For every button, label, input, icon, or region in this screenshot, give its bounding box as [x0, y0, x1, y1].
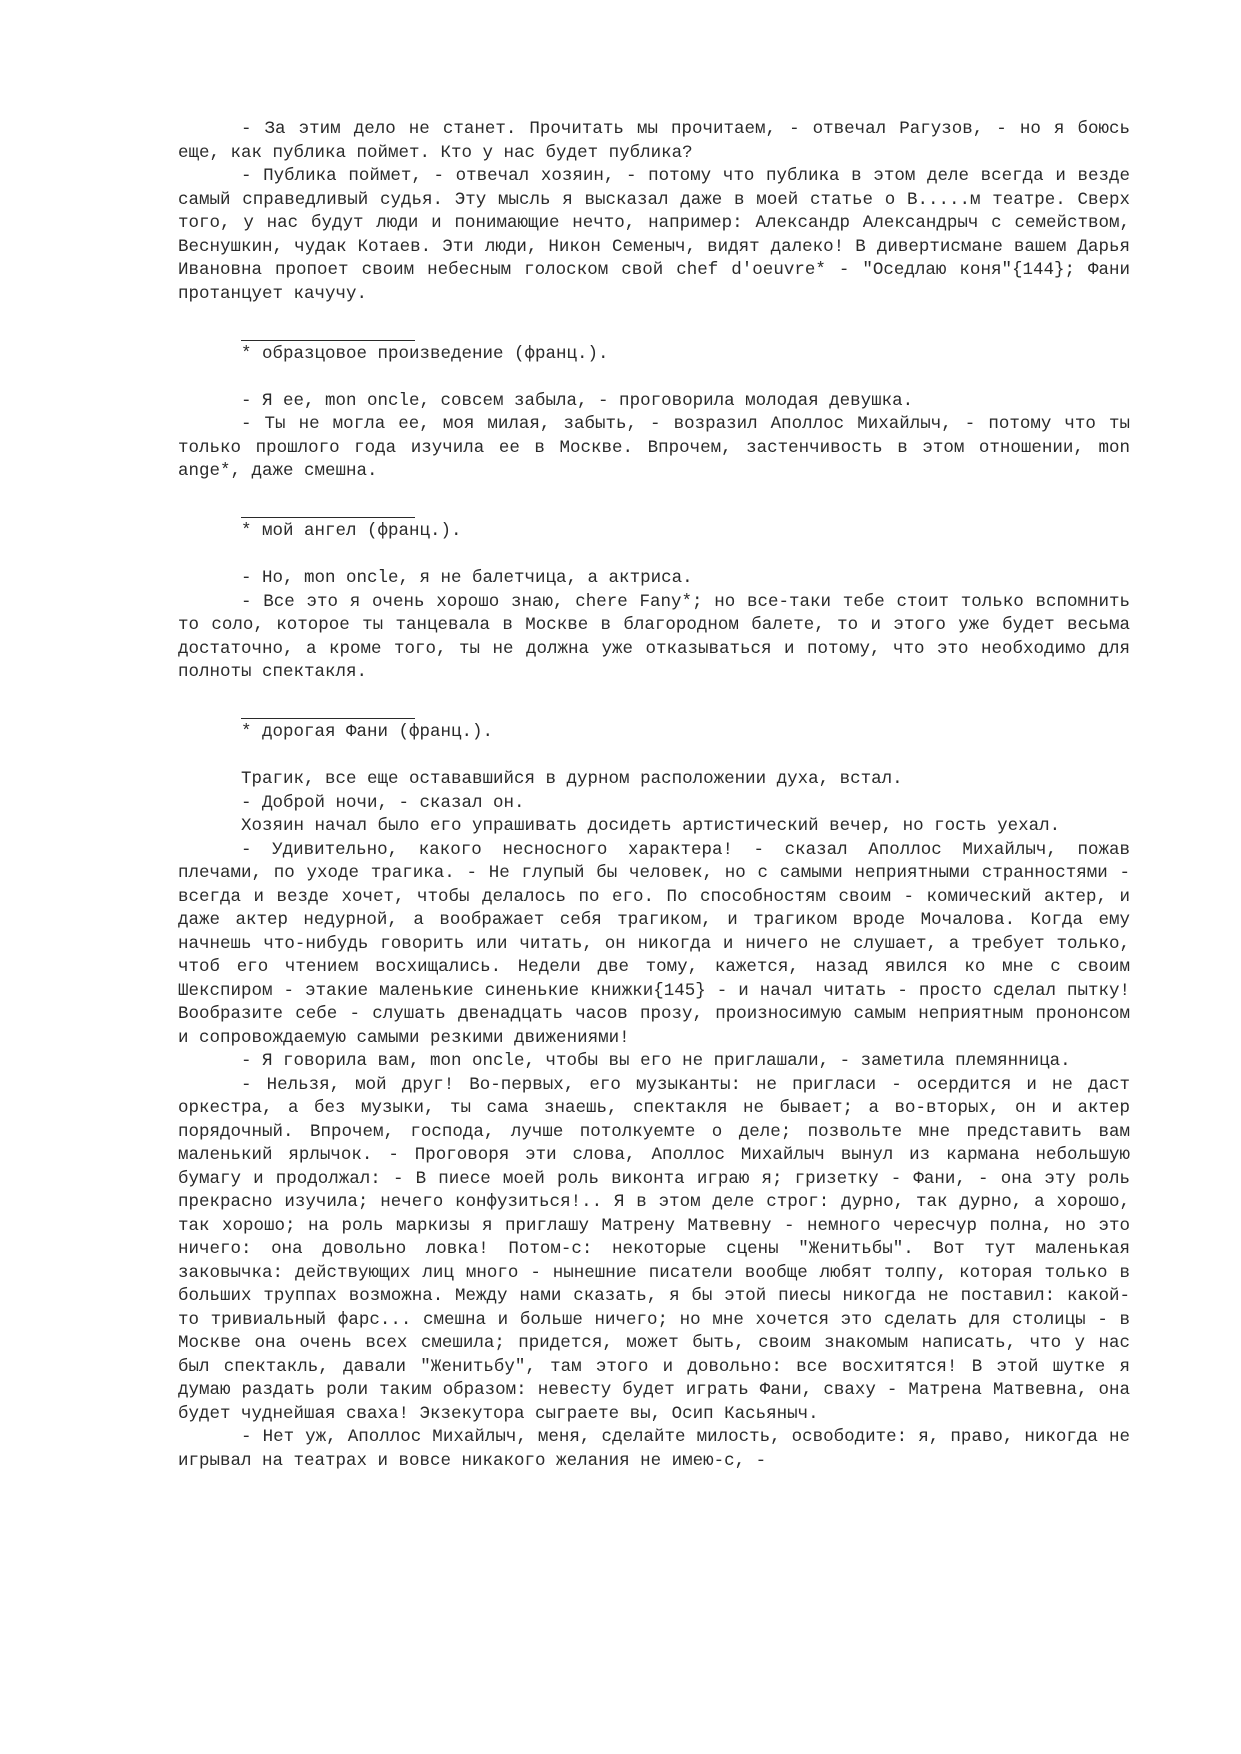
paragraph: - За этим дело не станет. Прочитать мы прочитаем, - отвечал Рагузов, - но я боюсь еще, как публика поймет. Кто у нас будет публика?: [178, 119, 1130, 163]
spacer: [178, 544, 1130, 568]
footnote: * образцовое произведение (франц.).: [241, 343, 609, 364]
page-body: [178, 118, 1130, 1473]
spacer: [178, 745, 1130, 769]
paragraph: - Нет уж, Аполлос Михайлыч, меня, сделайте милость, освободите: я, право, никогда не игрывал на театрах и вовсе никакого желания не имею-с, -: [178, 1427, 1130, 1471]
paragraph: - Но, mon oncle, я не балетчица, а актриса.: [241, 568, 693, 588]
paragraph: - Я ее, mon oncle, совсем забыла, - проговорила молодая девушка.: [241, 390, 914, 411]
paragraph: - Публика поймет, - отвечал хозяин, - потому что публика в этом деле всегда и везде самый справедливый судья. Эту мысль я высказал даже в моей статье о В.....м театре. Сверх того, у нас будут люди и понимающие нечто, например: Александр Александрыч с семейством, Веснушкин, чудак Котаев. Эти люди, Никон Семеныч, видят далеко! В дивертисмане вашем Дарья Ивановна пропоет своим небесным голоском свой chef d'oeuvre* - "Оседлаю коня"{144}; Фани протанцует качучу.: [178, 166, 1130, 304]
footnote: * дорогая Фани (франц.).: [241, 722, 494, 742]
paragraph: - Все это я очень хорошо знаю, chere Fany*; но все-таки тебе стоит только вспомнить то соло, которое ты танцевала в Москве в благородном балете, то и этого уже будет весьма достаточно, а кроме того, ты не должна уже отказываться и потому, что это необходимо для полноты спектакля.: [178, 591, 1130, 682]
footnote: * мой ангел (франц.).: [241, 521, 462, 541]
spacer: [178, 366, 1130, 390]
footnote-rule: [241, 718, 415, 719]
paragraph: - Я говорила вам, mon oncle, чтобы вы его не приглашали, - заметила племянница.: [241, 1051, 1071, 1071]
spacer: [178, 306, 1130, 330]
footnote-rule: [241, 340, 415, 341]
paragraph: Трагик, все еще остававшийся в дурном расположении духа, встал.: [241, 769, 903, 789]
paragraph: - Доброй ночи, - сказал он.: [241, 792, 525, 813]
spacer: [178, 685, 1130, 709]
paragraph: - Нельзя, мой друг! Во-первых, его музыканты: не пригласи - осердится и не даст оркестра, а без музыки, ты сама знаешь, спектакля не бывает; а во-вторых, он и актер порядочный. Впрочем, господа, лучше потолкуемте о деле; позвольте мне представить вам маленький ярлычок. - Проговоря эти слова, Аполлос Михайлыч вынул из кармана небольшую бумагу и продолжал: - В пиесе моей роль виконта играю я; гризетку - Фани, - она эту роль прекрасно изучила; нечего конфузиться!.. Я в этом деле строг: дурно, так дурно, а хорошо, так хорошо; на роль маркизы я приглашу Матрену Матвевну - немного чересчур полна, но это ничего: она довольно ловка! Потом-с: некоторые сцены "Женитьбы". Вот тут маленькая заковычка: действующих лиц много - нынешние писатели вообще любят толпу, которая только в больших труппах возможна. Между нами сказать, я бы этой пиесы никогда не поставил: какой-то тривиальный фарс... смешна и больше ничего; но мне хочется это сделать для столицы - в Москве она очень всех смешила; придется, может быть, своим знакомым написать, что у нас был спектакль, давали "Женитьбу", там этого и довольно: все восхитятся! В этой шутке я думаю раздать роли таким образом: невесту будет играть Фани, сваху - Матрена Матвевна, она будет чуднейшая сваха! Экзекутора сыграете вы, Осип Касьяныч.: [178, 1074, 1130, 1424]
paragraph: - Удивительно, какого несносного характера! - сказал Аполлос Михайлыч, пожав плечами, по уходе трагика. - Не глупый бы человек, но с самыми неприятными странностями - всегда и везде хочет, чтобы делалось по его. По способностям своим - комический актер, и даже актер недурной, а воображает себя трагиком, и трагиком вроде Мочалова. Когда ему начнешь что-нибудь говорить или читать, он никогда и ничего не слушает, а требует только, чтоб его чтением восхищались. Недели две тому, кажется, назад явился ко мне с своим Шекспиром - этакие маленькие синенькие книжки{145} - и начал читать - просто сделал пытку! Вообразите себе - слушать двенадцать часов прозу, произносимую самым неприятным прононсом и сопровождаемую самыми резкими движениями!: [178, 839, 1130, 1048]
footnote-rule: [241, 517, 415, 518]
paragraph: Хозяин начал было его упрашивать досидеть артистический вечер, но гость уехал.: [241, 816, 1061, 836]
spacer: [178, 484, 1130, 508]
paragraph: - Ты не могла ее, моя милая, забыть, - возразил Аполлос Михайлыч, - потому что ты только прошлого года изучила ее в Москве. Впрочем, застенчивость в этом отношении, mon ange*, даже смешна.: [178, 414, 1130, 481]
